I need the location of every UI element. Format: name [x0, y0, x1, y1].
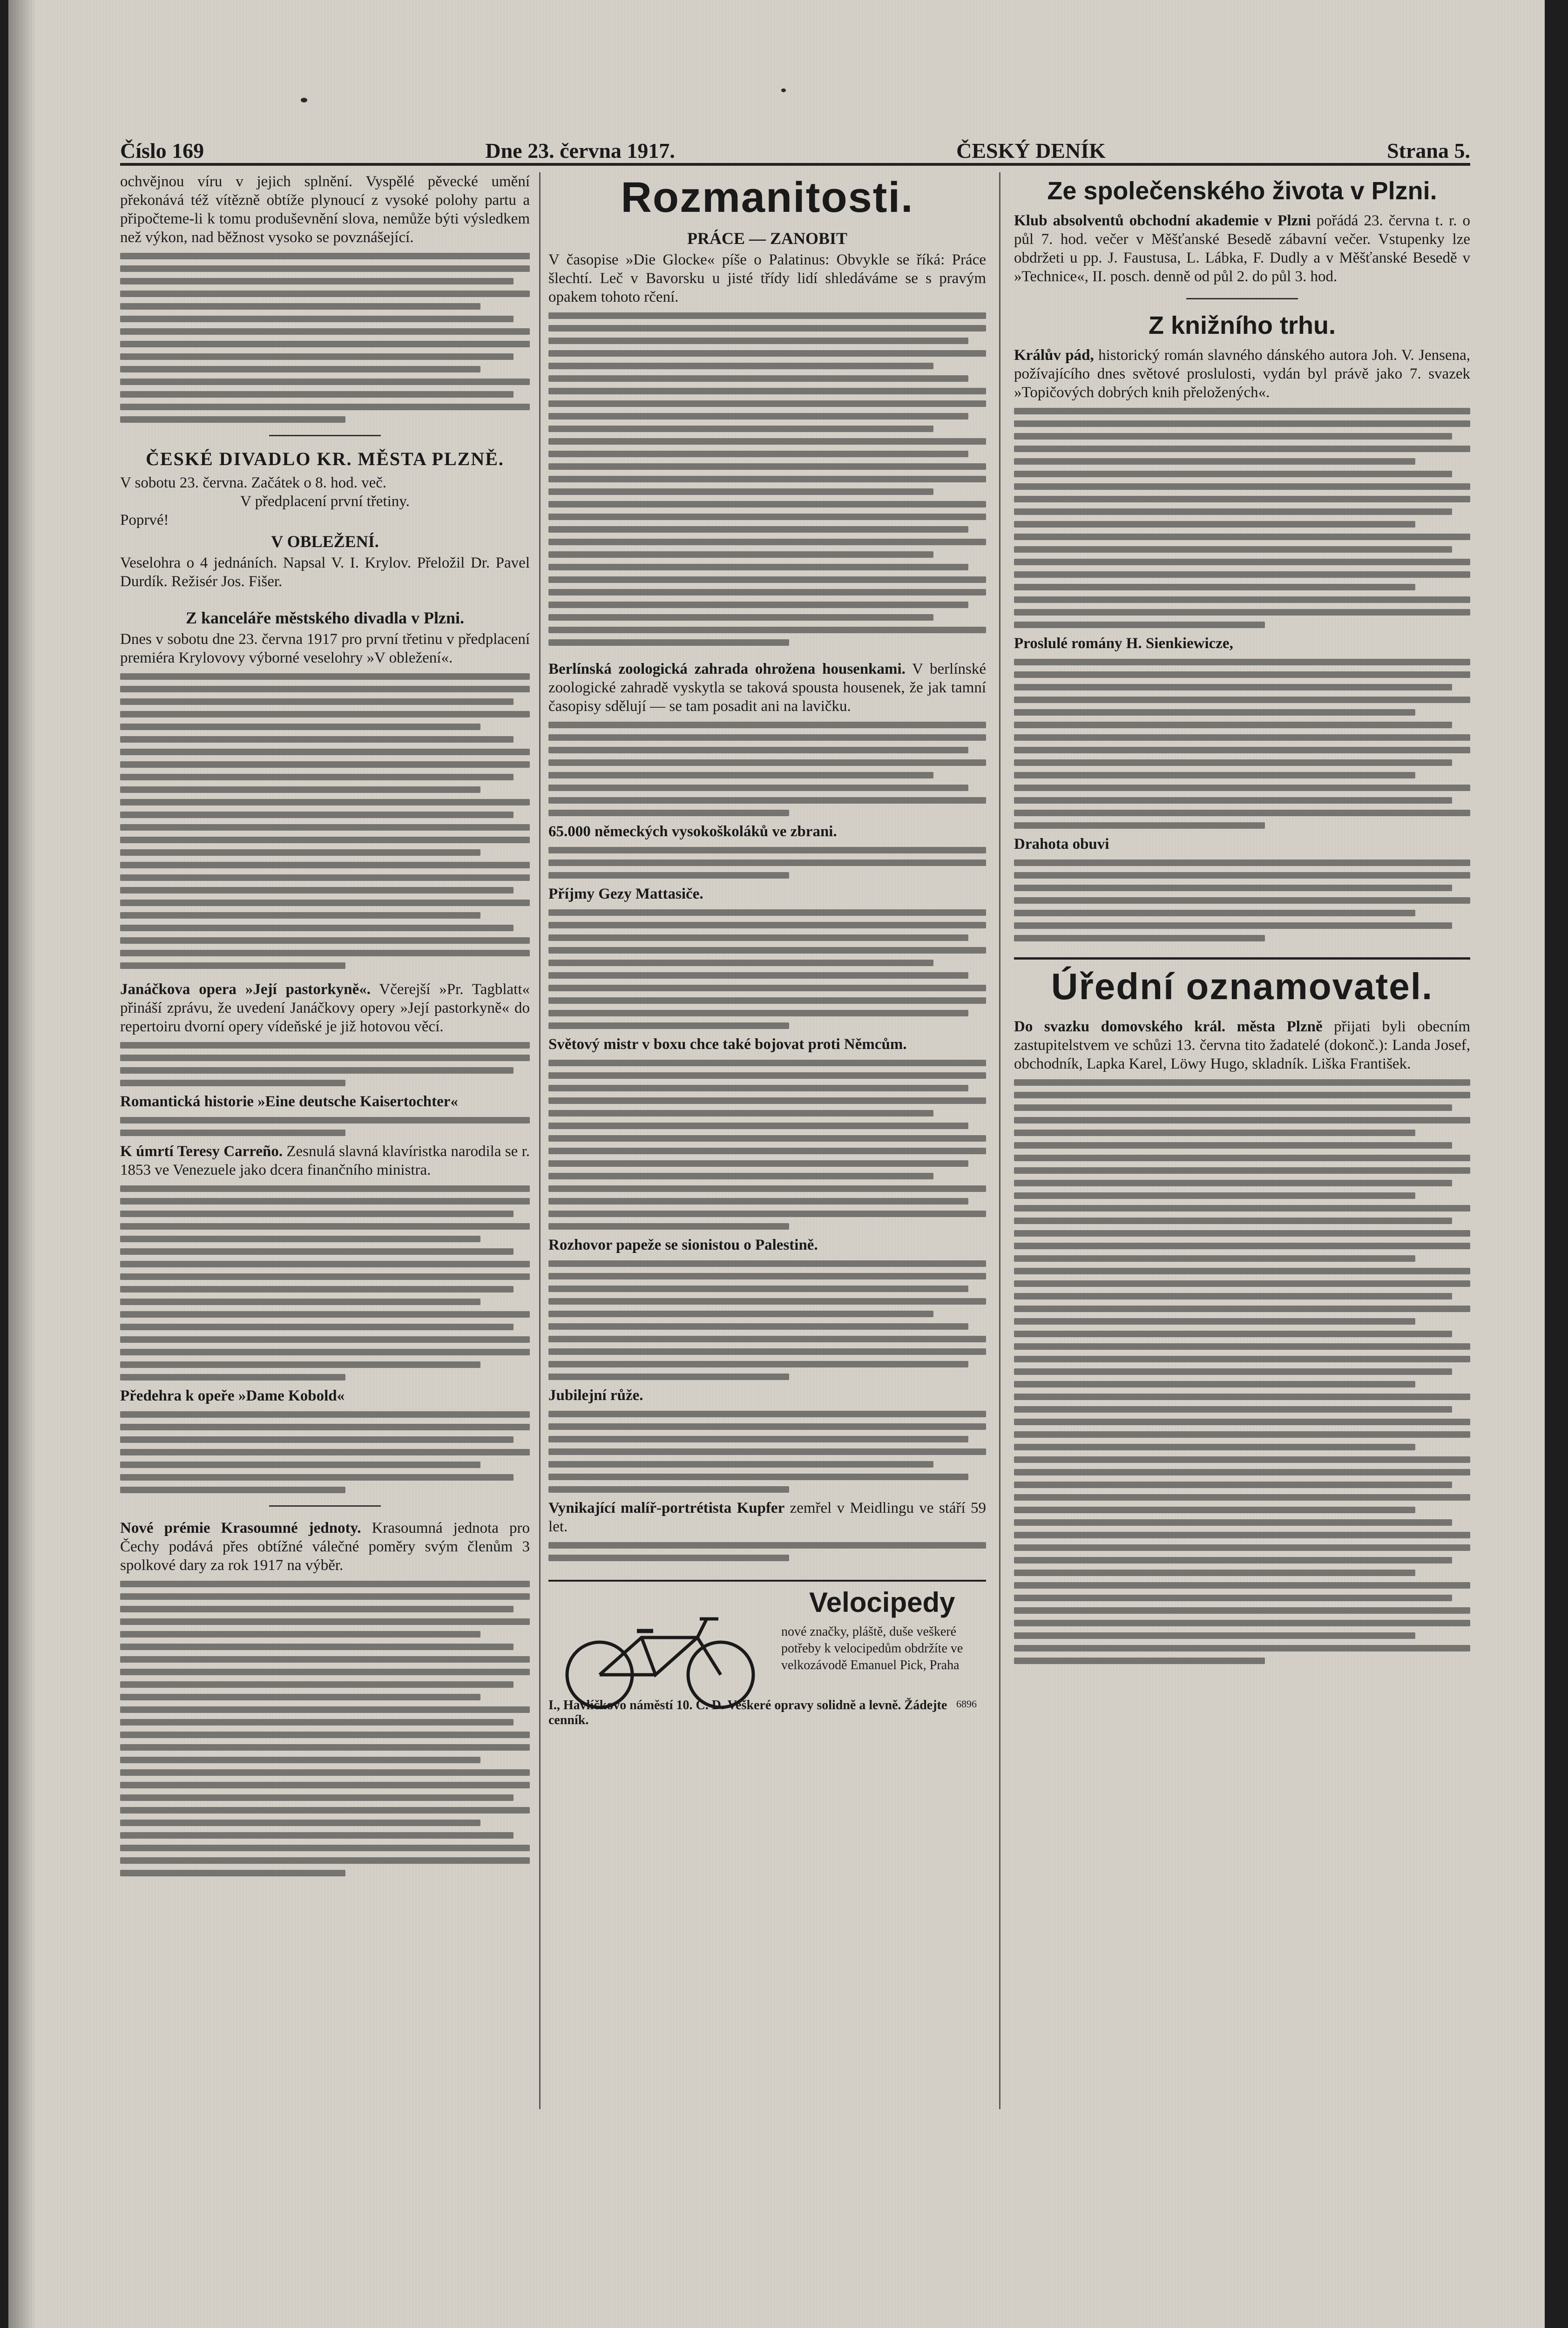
issue-date: Dne 23. června 1917. [485, 139, 675, 162]
page-fold-shadow [8, 0, 36, 2328]
society-title: Ze společenského života v Plzni. [1047, 177, 1437, 205]
books-title: Z knižního trhu. [1149, 311, 1336, 339]
column-2 [548, 172, 986, 2109]
ad-code: 6896 [956, 1698, 977, 1710]
issue-number: Číslo 169 [120, 139, 204, 162]
text-lines [548, 1542, 986, 1561]
text-lines [120, 1117, 530, 1136]
bicycle-illustration [558, 1600, 763, 1712]
text-lines [120, 1185, 530, 1381]
paper-name: ČESKÝ DENÍK [956, 139, 1106, 162]
kobold-heading: Předehra k opeře »Dame Kobold« [120, 1387, 345, 1404]
text-lines [548, 1411, 986, 1493]
column-divider [999, 172, 1000, 2109]
text-lines [1014, 859, 1470, 941]
text-lines [120, 1581, 530, 1876]
text-lines [1014, 1079, 1470, 1664]
miscellany-subtitle: PRÁCE — ZANOBIT [687, 229, 848, 248]
text-lines [1014, 408, 1470, 628]
janacek-heading: Janáčkova opera »Její pastorkyně«. [120, 981, 371, 998]
text-lines [120, 253, 530, 423]
ad-title: Velocipedy [809, 1587, 955, 1618]
ink-speck [301, 98, 307, 102]
velocipede-advertisement [548, 1580, 986, 1729]
text-lines [120, 1042, 530, 1086]
romantic-heading: Romantická historie »Eine deutsche Kaisertochter« [120, 1093, 458, 1110]
books-heading: Králův pád, [1014, 347, 1094, 364]
play-title: V OBLEŽENÍ. [271, 532, 379, 551]
page-number: Strana 5. [1387, 139, 1470, 162]
text-lines [548, 1060, 986, 1230]
text-lines [548, 847, 986, 879]
theatre-premiere: Poprvé! [120, 512, 169, 528]
section-divider [269, 1505, 381, 1507]
text-lines [548, 1260, 986, 1380]
jubilee-heading: Jubilejní růže. [548, 1387, 643, 1404]
boxer-heading: Světový mistr v boxu chce také bojovat proti Němcům. [548, 1036, 907, 1053]
society-text: pořádá 23. června t. r. o půl 7. hod. večer v Měšťanské Besedě zábavní večer. Vstupenky lze obdržeti u pp. J. Faustusa, L. Lábka, F. Dudly a v Měšťanské Besedě v »Technice«, II. posch. denně od půl 2. do půl 3. hod. [1014, 212, 1470, 285]
section-divider [269, 435, 381, 436]
society-heading: Klub absolventů obchodní akademie v Plzni [1014, 212, 1311, 229]
premie-heading: Nové prémie Krasoumné jednoty. [120, 1520, 361, 1536]
mattasich-heading: Příjmy Gezy Mattasiče. [548, 886, 703, 902]
column-1 [120, 172, 530, 2109]
text-lines [548, 909, 986, 1029]
janacek-text: Včerejší »Pr. Tagblatt« přináší zprávu, že uvedení Janáčkovy opery »Její pastorkyně« do repertoiru dvorní opery vídeňské je již hotovou věcí. [120, 981, 530, 1035]
masthead-rule [120, 163, 1470, 166]
miscellany-title: Rozmanitosti. [621, 174, 914, 221]
drahota-heading: Drahota obuvi [1014, 836, 1109, 853]
text-lines [120, 1411, 530, 1493]
books-text: historický román slavného dánského autora Joh. V. Jensena, požívajícího dnes světové proslulosti, vydán byl právě jako 7. svazek »Topičových dobrých knih přeložených«. [1014, 347, 1470, 401]
section-divider [1186, 298, 1298, 299]
text-lines [548, 312, 986, 646]
pope-heading: Rozhovor papeže se sionistou o Palestině. [548, 1237, 818, 1253]
official-notices-title: Úřední oznamovatel. [1014, 957, 1470, 1009]
official-heading: Do svazku domovského král. města Plzně [1014, 1018, 1323, 1035]
office-text: Dnes v sobotu dne 23. června 1917 pro první třetinu v předplacení premiéra Krylovovy výborné veselohry »V obležení«. [120, 631, 530, 666]
play-description: Veselohra o 4 jednáních. Napsal V. I. Krylov. Přeložil Dr. Pavel Durdík. Režisér Jos. Fišer. [120, 555, 530, 590]
students-heading: 65.000 německých vysokoškoláků ve zbrani. [548, 823, 837, 840]
text-lines [548, 722, 986, 816]
column-3 [1014, 172, 1470, 2109]
theatre-line: V sobotu 23. června. Začátek o 8. hod. več. [120, 474, 387, 491]
painter-text: zemřel v Meidlingu ve stáří 59 let. [548, 1500, 986, 1535]
column-divider [539, 172, 541, 2109]
ad-footer: I., Havlíčkovo náměstí 10. C. D. Veškeré opravy solidně a levně. Žádejte cenník. [548, 1698, 947, 1727]
miscellany-intro: V časopise »Die Glocke« píše o Palatinus: Obvykle se říká: Práce šlechtí. Leč v Bavorsku u jisté třídy lidí shledáváme se s pravým opakem tohoto rčení. [548, 251, 986, 305]
ad-text: nové značky, pláště, duše veškeré potřeby k velocipedům obdržíte ve velkozávodě Emanuel Pick, Praha [781, 1624, 963, 1672]
zoo-text: V berlínské zoologické zahradě vyskytla se taková spousta housenek, že jak tamní časopisy sdělují — se tam posadit ani na lavičku. [548, 661, 986, 715]
office-heading: Z kanceláře městského divadla v Plzni. [185, 609, 464, 627]
sienkiewicz-heading: Proslulé romány H. Sienkiewicze, [1014, 635, 1233, 652]
masthead [120, 135, 1470, 163]
newspaper-page [8, 0, 1545, 2328]
theatre-line: V předplacení první třetiny. [240, 493, 410, 510]
carreno-text: Zesnulá slavná klavíristka narodila se r. 1853 ve Venezuele jako dcera finančního ministra. [120, 1143, 530, 1178]
ink-speck [781, 88, 786, 92]
text-lines [1014, 659, 1470, 829]
painter-heading: Vynikající malíř-portrétista Kupfer [548, 1500, 785, 1516]
official-text: přijati byli obecním zastupitelstvem ve schůzi 13. června tito žadatelé (dokonč.): Landa Josef, obchodník, Lapka Karel, Löwy Hugo, skladník. Liška František. [1014, 1018, 1470, 1072]
article-opening: ochvějnou víru v jejich splnění. Vyspělé pěvecké umění překonává též vítězně obtíže plynoucí z vysoké polohy partu a připočteme-li k tomu produševnění slova, nemůže býti výsledkem než výkon, nad běžnost vysoko se povznášející. [120, 173, 530, 246]
premie-text: Krasoumná jednota pro Čechy podává přes obtížné válečné poměry svým členům 3 spolkové dary za rok 1917 na výběr. [120, 1520, 530, 1574]
theatre-heading: ČESKÉ DIVADLO KR. MĚSTA PLZNĚ. [146, 448, 504, 469]
zoo-heading: Berlínská zoologická zahrada ohrožena housenkami. [548, 661, 906, 677]
text-lines [120, 673, 530, 969]
carreno-heading: K úmrtí Teresy Carreño. [120, 1143, 283, 1160]
